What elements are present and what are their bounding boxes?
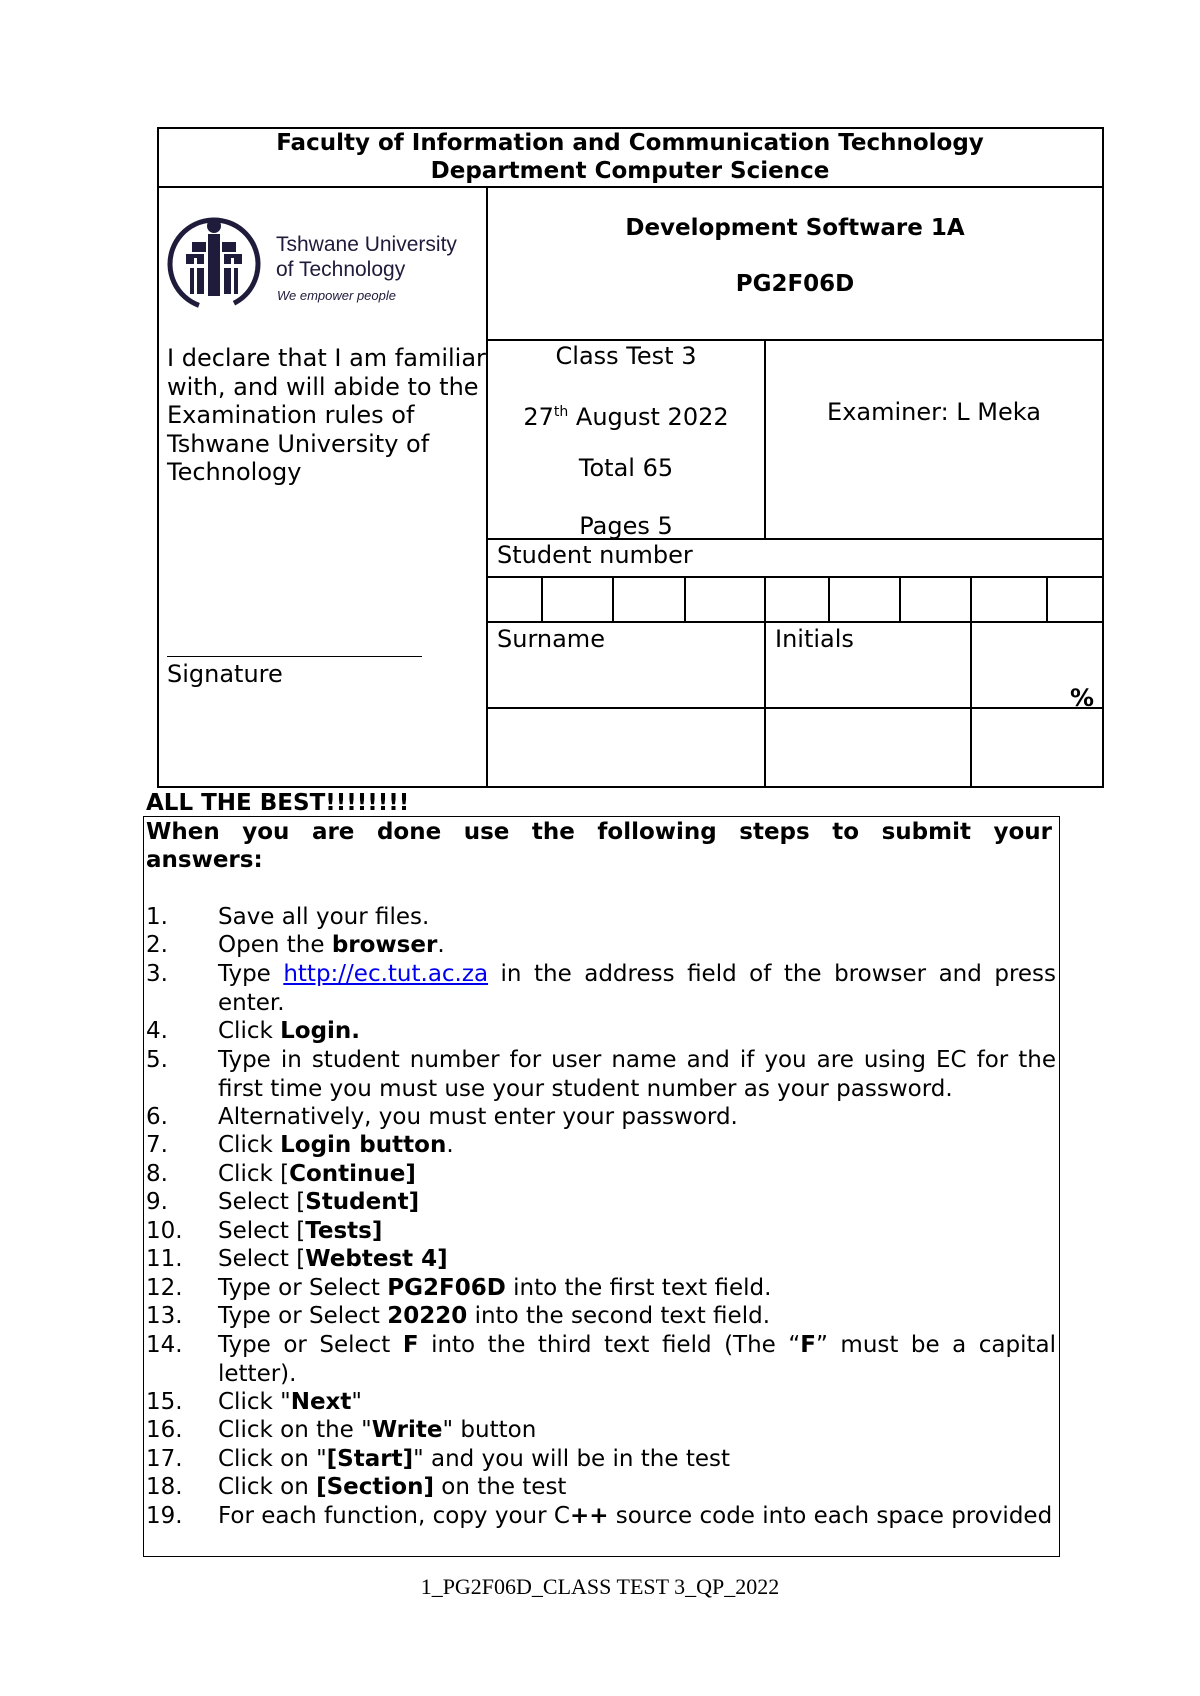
step-text: Click Login. (218, 1018, 361, 1044)
declaration-text: I declare that I am familiar with, and will abide to the Examination rules of Tshwane University of Technology (167, 344, 486, 486)
step-text: Click on "[Start]" and you will be in the test (218, 1446, 731, 1472)
logo-tagline: We empower people (277, 288, 396, 303)
digit-box-divider (684, 576, 686, 622)
surname-label: Surname (497, 625, 605, 653)
step-text: Select [Student] (218, 1189, 420, 1215)
step-text: Type or Select 20220 into the second text field. (218, 1303, 770, 1329)
digit-box-divider (899, 576, 901, 622)
table-border-left (157, 127, 159, 788)
signature-line (167, 656, 422, 657)
step-text: Type or Select PG2F06D into the first text field. (218, 1275, 772, 1301)
ec-link[interactable]: http://ec.tut.ac.za (283, 961, 489, 987)
surname-row-bottom (486, 707, 1104, 709)
digit-box-divider (828, 576, 830, 622)
step-number: 15. (146, 1389, 183, 1415)
step-text: Click "Next" (218, 1389, 362, 1415)
signature-label: Signature (167, 660, 283, 688)
page-footer: 1_PG2F06D_CLASS TEST 3_QP_2022 (420, 1574, 780, 1599)
examiner: Examiner: L Meka (827, 398, 1041, 426)
step-text: Save all your files. (218, 904, 430, 930)
step-text: Open the browser. (218, 932, 445, 958)
step-number: 7. (146, 1132, 168, 1158)
digit-box-divider (612, 576, 614, 622)
instructions-title (146, 818, 1052, 874)
step-number: 10. (146, 1218, 183, 1244)
step-number: 13. (146, 1303, 183, 1329)
step-number: 18. (146, 1474, 183, 1500)
table-border-bottom (158, 786, 1104, 788)
step-number: 19. (146, 1503, 183, 1529)
digit-box-divider (1046, 576, 1048, 622)
step-text: Select [Webtest 4] (218, 1246, 448, 1272)
box-left (143, 816, 144, 1557)
box-bottom (143, 1556, 1060, 1557)
step-number: 17. (146, 1446, 183, 1472)
step-text: Select [Tests] (218, 1218, 383, 1244)
course-name: Development Software 1A (625, 215, 965, 241)
date-suffix: th (553, 404, 569, 420)
date-day: 27 (523, 403, 554, 431)
step-number: 1. (146, 904, 168, 930)
step-text: Click [Continue] (218, 1161, 416, 1187)
step-text: Click on the "Write" button (218, 1417, 537, 1443)
student-number-boxes-bottom (486, 621, 1104, 623)
all-the-best: ALL THE BEST!!!!!!!! (146, 790, 410, 816)
digit-box-divider (970, 576, 972, 622)
surname-initials-divider (764, 621, 766, 788)
percent-label: % (1070, 684, 1095, 712)
step-number: 6. (146, 1104, 168, 1130)
course-code: PG2F06D (735, 271, 855, 297)
step-number: 14. (146, 1332, 183, 1358)
department-title: Department Computer Science (430, 158, 830, 184)
step-number: 2. (146, 932, 168, 958)
step-text: Alternatively, you must enter your password. (218, 1104, 738, 1130)
instructions-title-line-1: When you are done use the following steps to submit your (146, 819, 1052, 845)
digit-box-divider (541, 576, 543, 622)
logo-line-2: of Technology (276, 258, 406, 281)
initials-label: Initials (775, 625, 854, 653)
box-top (143, 816, 1060, 817)
step-number: 12. (146, 1275, 183, 1301)
table-border-right (1102, 127, 1104, 788)
test-title: Class Test 3 (555, 342, 697, 370)
step-text: Type in student number for user name and if you are using EC for the first time you must use your student number as your password. (218, 1047, 1056, 1102)
test-date (488, 398, 764, 431)
step-text: Type http://ec.tut.ac.za in the address field of the browser and press enter. (218, 961, 1057, 1016)
date-rest: August 2022 (568, 403, 729, 431)
logo-line-1: Tshwane University (276, 233, 457, 256)
box-right (1059, 816, 1060, 1557)
step-text: For each function, copy your C++ source code into each space provided (218, 1503, 1053, 1529)
step-text: Type or Select F into the third text field (The “F” must be a capital letter). (218, 1332, 1056, 1387)
step-number: 9. (146, 1189, 168, 1215)
step-text: Click on [Section] on the test (218, 1474, 567, 1500)
test-examiner-divider (764, 339, 766, 539)
tut-emblem-icon (164, 212, 266, 312)
test-total: Total 65 (578, 454, 674, 482)
instructions-title-line-2: answers: (146, 847, 263, 873)
step-number: 11. (146, 1246, 183, 1272)
student-number-label-bottom (486, 576, 1104, 578)
faculty-title: Faculty of Information and Communication Technology (276, 130, 984, 156)
step-number: 8. (146, 1161, 168, 1187)
step-text: Click Login button. (218, 1132, 454, 1158)
step-number: 4. (146, 1018, 168, 1044)
header-divider (158, 186, 1104, 188)
initials-percent-divider (970, 621, 972, 788)
test-pages: Pages 5 (579, 512, 673, 540)
step-number: 5. (146, 1047, 168, 1073)
course-divider (486, 339, 1104, 341)
step-number: 16. (146, 1417, 183, 1443)
digit-box-divider (764, 576, 766, 622)
step-number: 3. (146, 961, 168, 987)
student-number-label: Student number (497, 541, 693, 569)
